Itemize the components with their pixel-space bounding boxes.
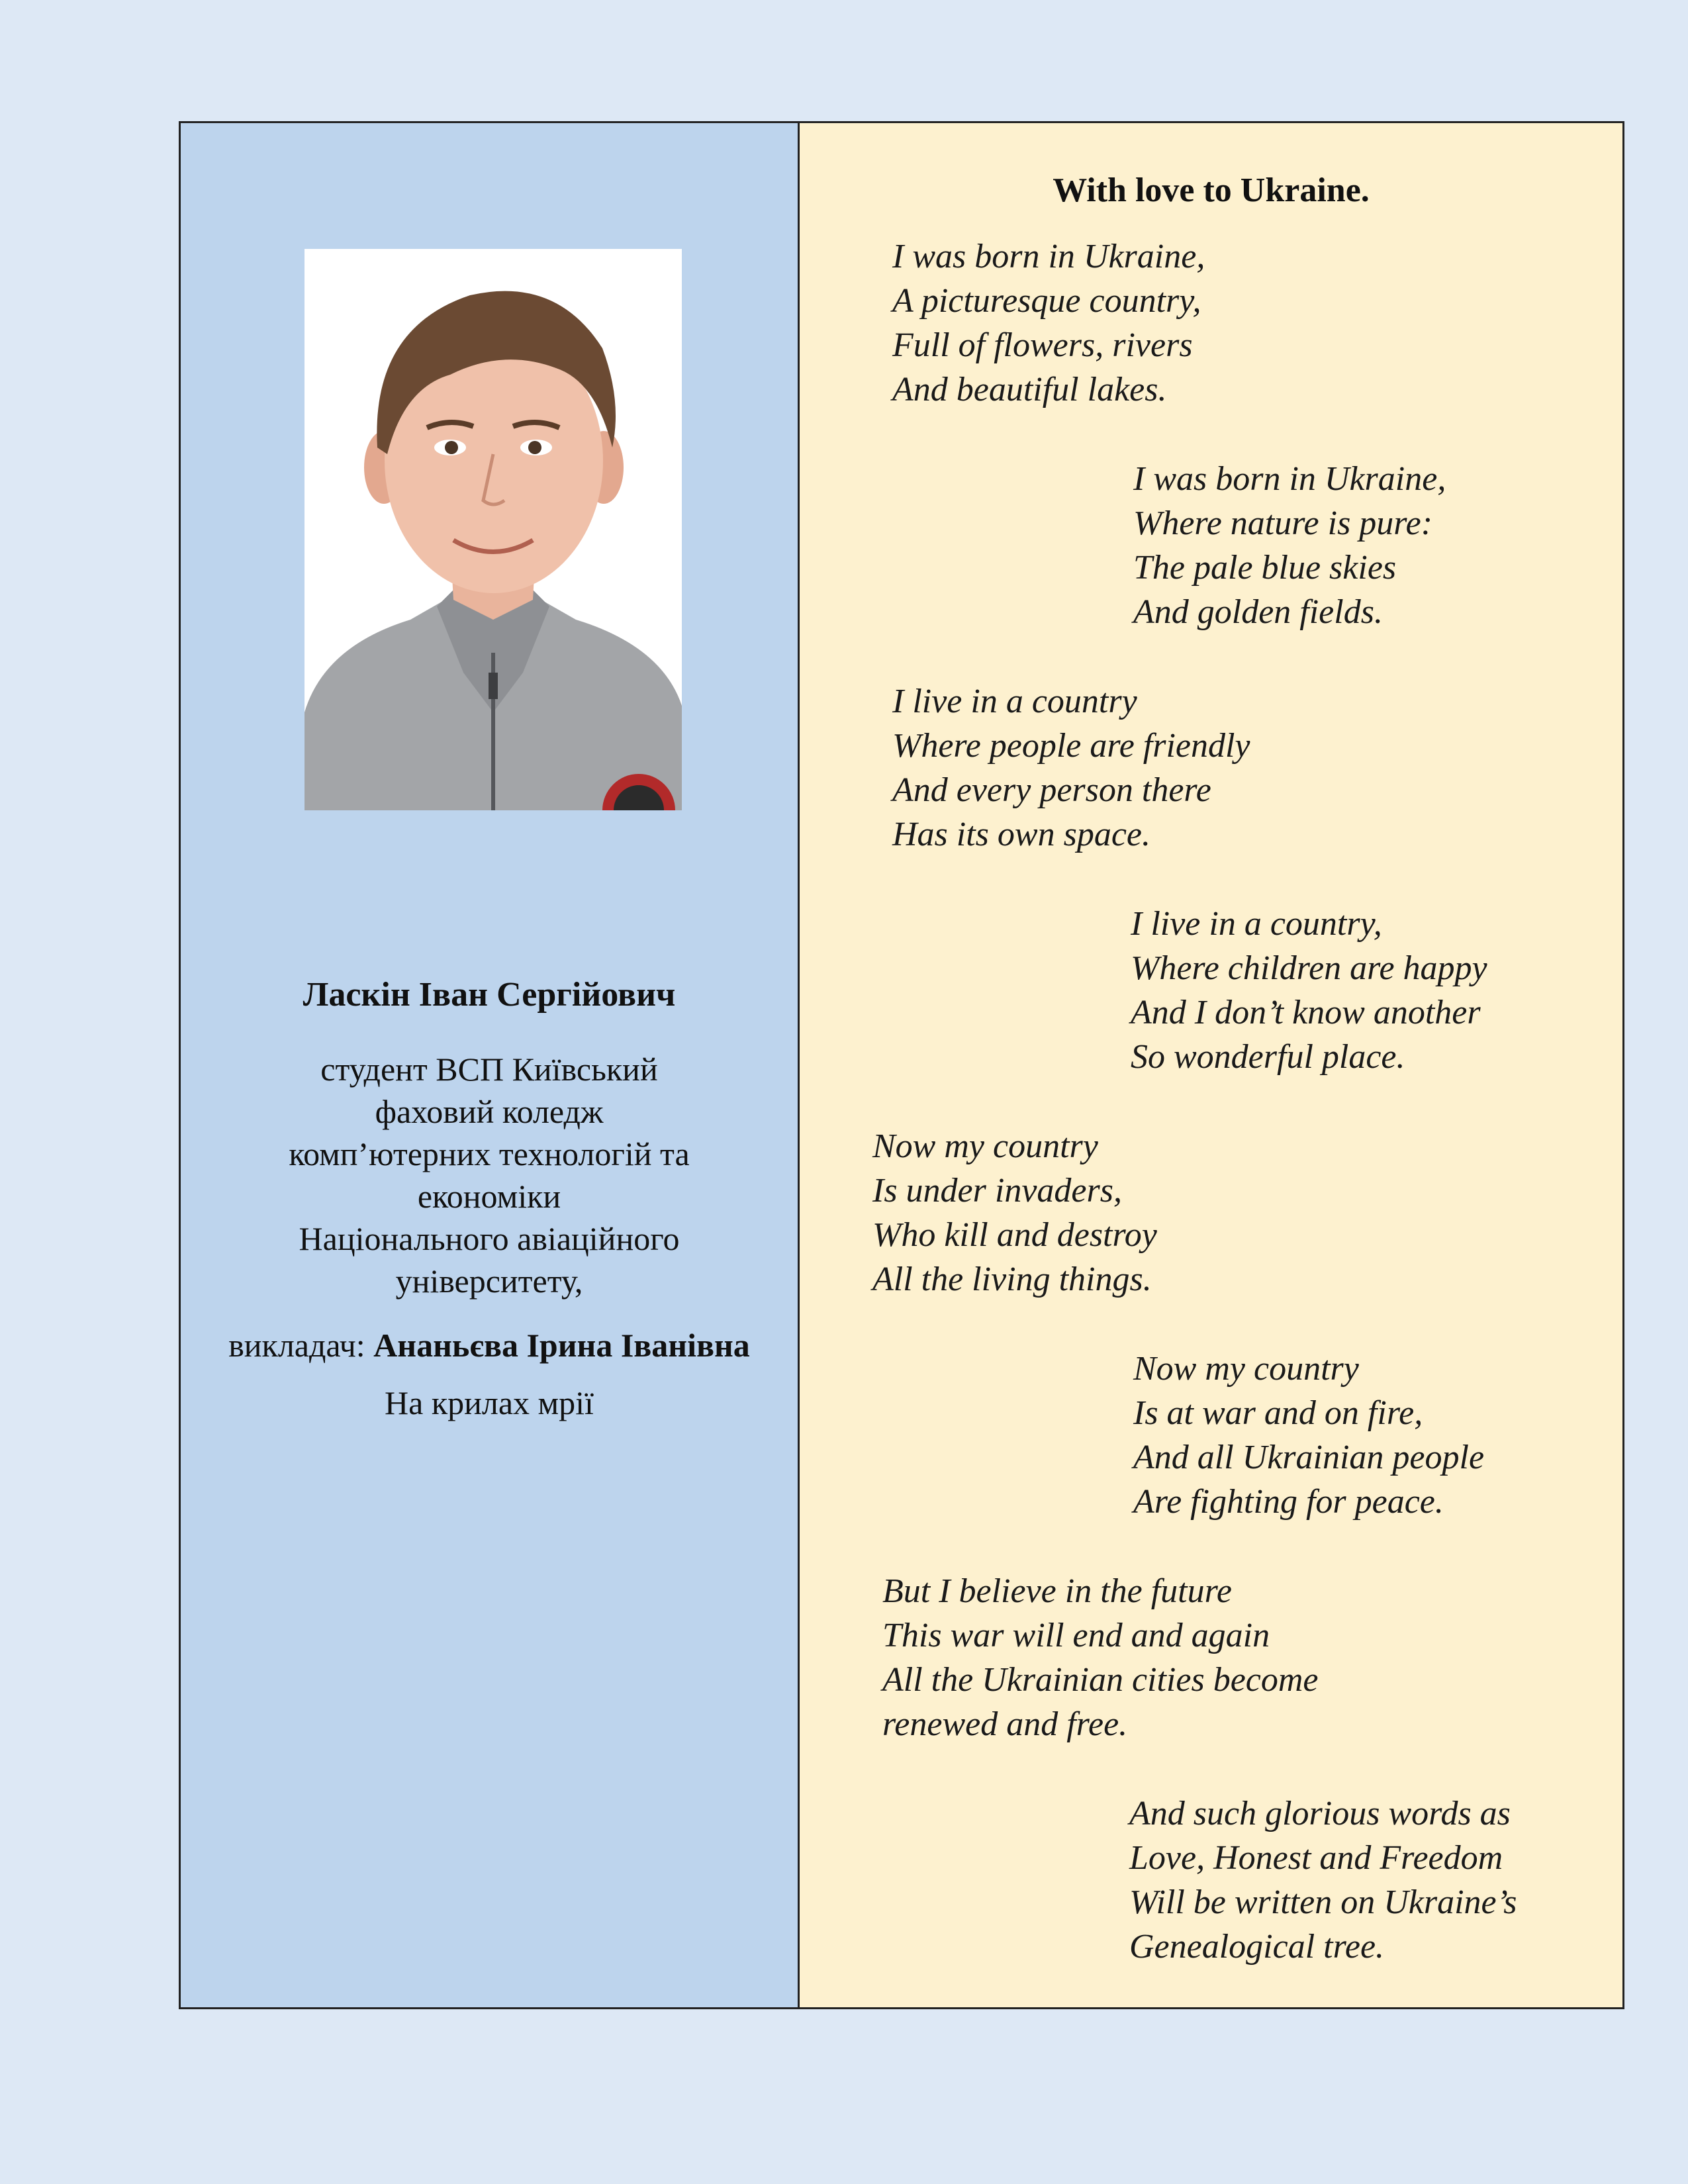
teacher-name: Ананьєва Ірина Іванівна [373, 1327, 750, 1364]
poem-line: A picturesque country, [892, 282, 1201, 320]
stanza [1129, 1791, 1517, 1969]
poem-line: Genealogical tree. [1129, 1928, 1385, 1966]
poem-line: Now my country [872, 1127, 1098, 1165]
poem-title: With love to Ukraine. [1053, 171, 1370, 209]
stanza [1133, 457, 1446, 634]
affiliation-line: комп’ютерних технологій та [289, 1135, 690, 1172]
affiliation-line: студент ВСП Київський [320, 1051, 658, 1088]
collection-title: На крилах мрії [385, 1384, 594, 1421]
poem-line: And golden fields. [1133, 593, 1383, 631]
stanza [1131, 902, 1487, 1079]
poem-line: The pale blue skies [1133, 549, 1397, 587]
poem-line: I was born in Ukraine, [1133, 460, 1446, 498]
poem-line: And I don’t know another [1131, 994, 1481, 1031]
poem-line: Will be written on Ukraine’s [1129, 1883, 1517, 1921]
poem-card [179, 121, 1624, 2009]
author-name: Ласкін Іван Сергійович [303, 976, 676, 1014]
poem-line: And all Ukrainian people [1133, 1439, 1485, 1476]
poem-line: And beautiful lakes. [892, 371, 1167, 408]
poem-line: Full of flowers, rivers [892, 326, 1193, 364]
poem-line: Are fighting for peace. [1133, 1483, 1444, 1521]
poem-line: Now my country [1133, 1350, 1359, 1388]
teacher [181, 1321, 798, 1370]
stanza [1133, 1347, 1484, 1524]
author-panel [181, 123, 800, 2007]
poem-line: Who kill and destroy [872, 1216, 1157, 1254]
stanza [892, 234, 1205, 412]
stanza [882, 1569, 1318, 1746]
poem-line: Where people are friendly [892, 727, 1250, 765]
teacher-label: викладач: [228, 1327, 374, 1364]
poem-line: Has its own space. [892, 816, 1150, 853]
poem-panel [800, 123, 1622, 2007]
poem-line: Is under invaders, [872, 1172, 1122, 1210]
poem-line: I was born in Ukraine, [892, 238, 1205, 275]
stanza [872, 1124, 1157, 1302]
poem-line: I live in a country, [1131, 905, 1382, 943]
affiliation-line: Національного авіаційного [299, 1220, 680, 1257]
affiliation-line: університету, [395, 1262, 583, 1300]
poem-line: Where nature is pure: [1133, 504, 1433, 542]
affiliation-line: економіки [417, 1178, 561, 1215]
author-info [181, 974, 798, 1424]
poem-line: But I believe in the future [882, 1572, 1232, 1610]
author-photo [305, 249, 682, 810]
poem-line: Where children are happy [1131, 949, 1487, 987]
poem-line: I live in a country [892, 683, 1137, 720]
poem-line: All the Ukrainian cities become [882, 1661, 1319, 1699]
author-affiliation [181, 1048, 798, 1302]
poem-line: Is at war and on fire, [1133, 1394, 1423, 1432]
poem-line: All the living things. [872, 1260, 1152, 1298]
stanza [892, 679, 1250, 857]
poem-line: So wonderful place. [1131, 1038, 1405, 1076]
poem-line: And every person there [892, 771, 1211, 809]
poem-line: And such glorious words as [1129, 1795, 1511, 1832]
poem-line: Love, Honest and Freedom [1129, 1839, 1503, 1877]
poem-line: renewed and free. [882, 1705, 1128, 1743]
affiliation-line: фаховий коледж [375, 1093, 604, 1130]
poem-line: This war will end and again [882, 1617, 1270, 1654]
